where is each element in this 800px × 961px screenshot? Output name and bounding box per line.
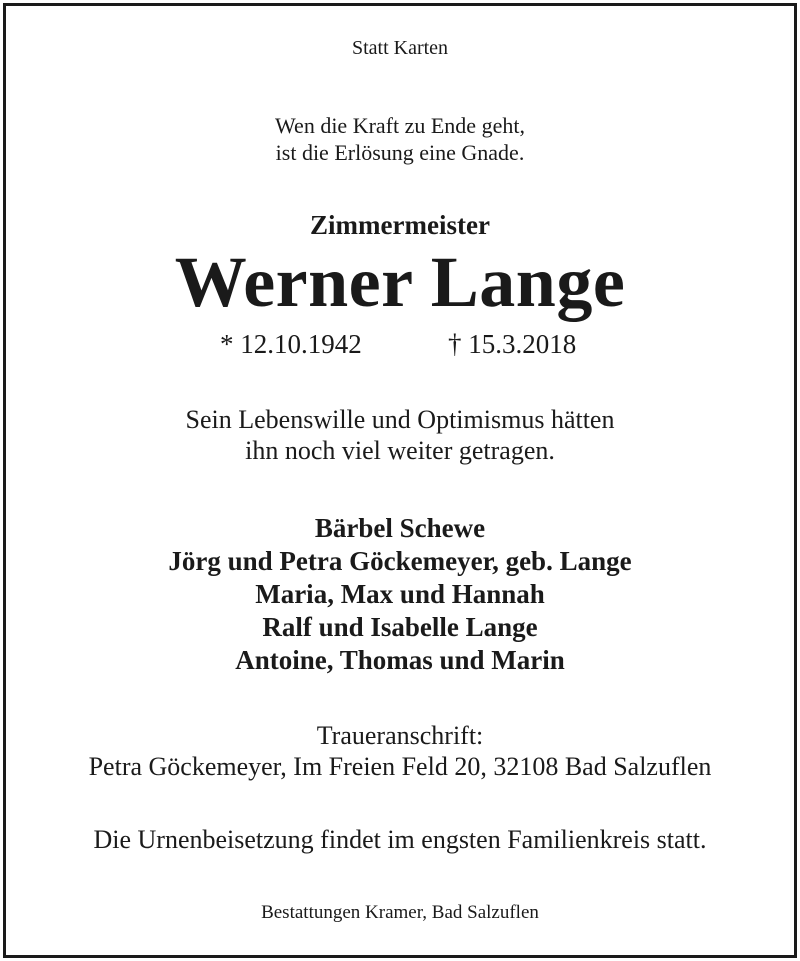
mourner-2: Jörg und Petra Göckemeyer, geb. Lange: [168, 546, 632, 576]
mourner-3: Maria, Max und Hannah: [255, 579, 545, 609]
address-label: Traueranschrift:: [316, 721, 484, 750]
mourner-1: Bärbel Schewe: [314, 513, 486, 543]
header-text: Statt Karten: [351, 37, 449, 59]
mourner-5: Antoine, Thomas und Marin: [235, 645, 565, 675]
tribute-line-1: Sein Lebenswille und Optimismus hätten: [185, 405, 615, 434]
address-line: Petra Göckemeyer, Im Freien Feld 20, 32108 Bad Salzuflen: [88, 752, 712, 781]
occupation: Zimmermeister: [310, 210, 490, 240]
deceased-name: Werner Lange: [174, 242, 626, 322]
funeral-note: Die Urnenbeisetzung findet im engsten Familienkreis statt.: [93, 825, 707, 854]
undertaker: Bestattungen Kramer, Bad Salzuflen: [261, 902, 539, 923]
mourner-4: Ralf und Isabelle Lange: [262, 612, 538, 642]
verse-line-2: ist die Erlösung eine Gnade.: [275, 140, 525, 165]
birth-date: * 12.10.1942: [220, 329, 362, 359]
verse-line-1: Wen die Kraft zu Ende geht,: [275, 113, 525, 138]
tribute-line-2: ihn noch viel weiter getragen.: [245, 436, 555, 465]
death-date: † 15.3.2018: [448, 329, 577, 359]
